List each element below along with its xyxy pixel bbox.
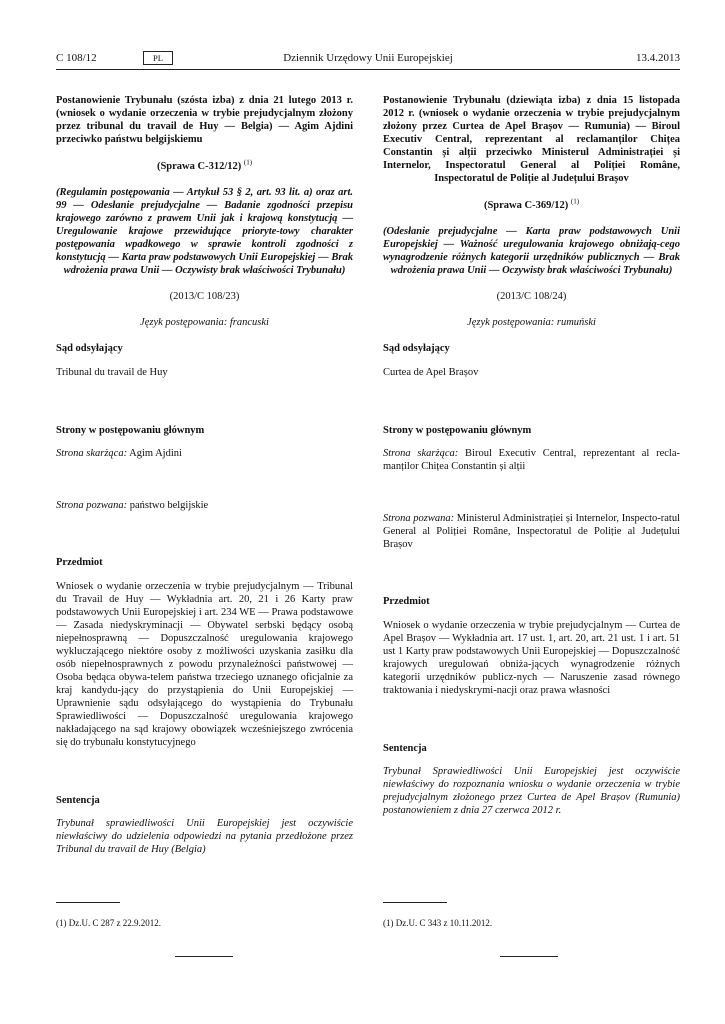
right-column bbox=[383, 94, 680, 817]
footnote-text: Dz.U. C 287 z 22.9.2012. bbox=[68, 918, 161, 928]
plaintiff-label: Strona skarżąca: bbox=[56, 448, 128, 459]
footnote-mark: (1) bbox=[383, 918, 394, 928]
footnote bbox=[56, 917, 161, 930]
plaintiff bbox=[56, 447, 353, 460]
case-number bbox=[56, 160, 353, 173]
language-badge: PL bbox=[143, 51, 173, 65]
plaintiff-name: Agim Ajdini bbox=[129, 448, 182, 459]
ruling-title: Postanowienie Trybunału (szósta izba) z dnia 21 lutego 2013 r. (wniosek o wydanie orzeczenia w trybie prejudycjalnym złożony przez tribunal du travail de Huy — Belgia) — Agim Ajdini przeciwko państwu belgijskiemu bbox=[56, 95, 353, 145]
header-divider bbox=[56, 69, 680, 70]
case-label: (Sprawa C-369/12) bbox=[483, 200, 569, 211]
case-number bbox=[383, 199, 680, 212]
referring-court-heading: Sąd odsyłający bbox=[383, 343, 450, 354]
defendant-label: Strona pozwana: bbox=[383, 513, 455, 524]
publication-date: 13.4.2013 bbox=[636, 52, 680, 64]
defendant bbox=[56, 499, 353, 512]
journal-page-ref: C 108/12 bbox=[56, 52, 97, 64]
referring-court-heading: Sąd odsyłający bbox=[56, 343, 123, 354]
ruling-heading: Sentencja bbox=[383, 742, 427, 754]
plaintiff-label: Strona skarżąca: bbox=[383, 448, 459, 459]
bottom-divider bbox=[500, 956, 558, 957]
ruling-title: Postanowienie Trybunału (dziewiąta izba) z dnia 15 listopada 2012 r. (wniosek o wydanie orzeczenia w trybie prejudycjalnym złożony przez Curtea de Apel Brașov — Rumunia) — Biroul Executiv Central, reprezentant al reclamanților Chițea Constantin și alții przeciwko Ministerul Administrației și Internelor, Inspectoratul General al Poliției Române, Inspectoratul de Poliție al Județului Brașov bbox=[383, 95, 680, 184]
footnote-divider bbox=[383, 902, 447, 903]
footnote-ref: (1) bbox=[243, 158, 253, 167]
defendant-label: Strona pozwana: bbox=[56, 500, 128, 511]
ruling-text: Trybunał sprawiedliwości Unii Europejskiej jest oczywiście niewłaściwy do udzielenia odpowiedzi na pytania przedłożone przez Tribunal du travail de Huy (Belgia) bbox=[56, 818, 353, 855]
parties-heading: Strony w postępowaniu głównym bbox=[383, 424, 532, 436]
oj-reference: (2013/C 108/23) bbox=[169, 291, 240, 302]
language-of-proceedings: Język postępowania: rumuński bbox=[467, 317, 596, 328]
ruling-text: Trybunał Sprawiedliwości Unii Europejskiej jest oczywiście niewłaściwy do rozpoznania wniosku o wydanie orzeczenia w trybie prejudycjalnym złożonego przez Curtea de Apel Brașov (Rumunia) postanowieniem z dnia 27 czerwca 2012 r. bbox=[383, 766, 680, 816]
footnote-text: Dz.U. C 343 z 10.11.2012. bbox=[395, 918, 493, 928]
case-label: (Sprawa C-312/12) bbox=[156, 161, 242, 172]
parties-heading: Strony w postępowaniu głównym bbox=[56, 424, 205, 436]
subject-heading: Przedmiot bbox=[56, 557, 103, 568]
ruling-heading: Sentencja bbox=[56, 794, 100, 806]
plaintiff bbox=[383, 447, 680, 473]
left-column bbox=[56, 94, 353, 856]
keywords: (Regulamin postępowania — Artykuł 53 § 2, art. 93 lit. a) oraz art. 99 — Odesłanie prejudycjalne — Badanie zgodności przepisu krajowego zarówno z prawem Unii jak i krajową konstytucją — Uregulowanie krajowe przewidujące prioryte-towy charakter postępowania wpadkowego w sprawie kontroli zgodności z konstytucją — Karta praw podstawowych Unii Europejskiej — Brak wdrożenia prawa Unii — Oczywisty brak właściwości Trybunału) bbox=[56, 187, 353, 276]
oj-reference: (2013/C 108/24) bbox=[496, 291, 567, 302]
referring-court: Tribunal du travail de Huy bbox=[56, 366, 168, 378]
defendant bbox=[383, 512, 680, 551]
footnote bbox=[383, 917, 492, 930]
subject-heading: Przedmiot bbox=[383, 596, 430, 607]
plaintiff-name: Biroul Executiv Central, reprezentant al recla-manților Chițea Constantin și alții bbox=[383, 448, 680, 472]
footnote-ref: (1) bbox=[570, 197, 580, 206]
page-header bbox=[56, 48, 680, 68]
footnote-divider bbox=[56, 902, 120, 903]
bottom-divider bbox=[175, 956, 233, 957]
footnote-mark: (1) bbox=[56, 918, 67, 928]
language-of-proceedings: Język postępowania: francuski bbox=[140, 317, 269, 328]
referring-court: Curtea de Apel Brașov bbox=[383, 366, 479, 378]
keywords: (Odesłanie prejudycjalne — Karta praw podstawowych Unii Europejskiej — Ważność uregulowania krajowego obniżają-cego wynagrodzenie różnych kategorii urzędników publicznych — Brak wdrożenia prawa Unii — Oczywisty brak właściwości Trybunału) bbox=[383, 226, 680, 276]
defendant-name: Ministerul Administrației și Internelor, Inspecto-ratul General al Poliției Române, Inspectoratul de Poliție al Județului Brașov bbox=[383, 513, 681, 550]
subject-text: Wniosek o wydanie orzeczenia w trybie prejudycjalnym — Tribunal du Travail de Huy — Wykładnia art. 20, 21 i 26 Karty praw podstawowych Unii Europejskiej i art. 234 WE — Prawa podstawowe — Zasada niedyskryminacji — Obywatel serbski będący osobą niepełnosprawną — Dopuszczalność uregulowania krajowego wykluczającego niektóre osoby z możliwości uzyskania zasiłku dla osób niepełnosprawnych z powodu przynależności państwowej — Osoba będąca obywa-telem państwa trzeciego uznanego oficjalnie za kraj kandydu-jący do przystąpienia do Unii Europejskiej — Uprawnienie sądu odsyłającego do wystąpienia do Trybunału Sprawiedliwości — Dopuszczalność uregulowania krajowego nakładającego na sąd krajowy obowiązek wcześniejszego zwrócenia się do trybunału konstytucyjnego bbox=[56, 580, 353, 748]
defendant-name: państwo belgijskie bbox=[129, 500, 209, 511]
subject-text: Wniosek o wydanie orzeczenia w trybie prejudycjalnym — Curtea de Apel Brașov — Wykładnia art. 17 ust. 1, art. 20, art. 21 ust. 1 i art. 51 ust 1 Karty praw podstawowych Unii Europejskiej — Dopuszczalność krajowych uregulowań obniża-jących wynagrodzenie różnych kategorii urzędników publicz-nych — Naruszenie zasad równego traktowania i niedyskrymi-nacji oraz prawa własności bbox=[383, 619, 680, 696]
journal-title: Dziennik Urzędowy Unii Europejskiej bbox=[283, 52, 453, 64]
